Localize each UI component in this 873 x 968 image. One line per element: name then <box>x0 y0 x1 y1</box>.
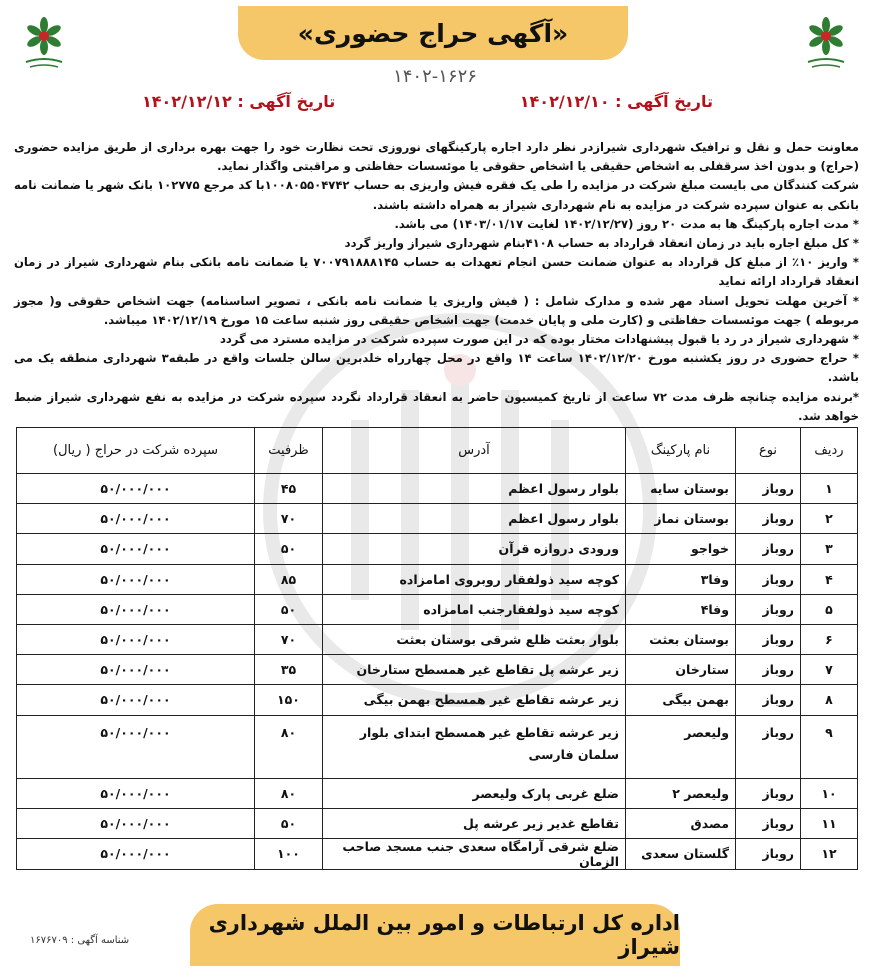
cell-type: روباز <box>736 685 801 715</box>
cell-address: ورودی دروازه قرآن <box>323 534 626 564</box>
body-paragraph-guarantee: * واریز ۱۰٪ از مبلغ کل قرارداد به عنوان ضمانت حسن انجام تعهدات به حساب ۷۰۰۷۹۱۸۸۸۱۴۵ یا ضمانت نامه بانکی بنام شهرداری شیراز در زمان انعقاد قرارداد ارائه نماید <box>14 255 859 289</box>
cell-deposit: ۵۰/۰۰۰/۰۰۰ <box>17 808 255 838</box>
cell-deposit: ۵۰/۰۰۰/۰۰۰ <box>17 655 255 685</box>
cell-capacity: ۸۰ <box>255 778 323 808</box>
cell-type: روباز <box>736 564 801 594</box>
cell-capacity: ۱۰۰ <box>255 838 323 869</box>
table-row <box>17 594 858 624</box>
cell-address: بلوار رسول اعظم <box>323 474 626 504</box>
cell-deposit: ۵۰/۰۰۰/۰۰۰ <box>17 715 255 778</box>
cell-deposit: ۵۰/۰۰۰/۰۰۰ <box>17 564 255 594</box>
cell-parking-name: گلستان سعدی <box>626 838 736 869</box>
cell-parking-name: ستارخان <box>626 655 736 685</box>
header-parking-name: نام پارکینگ <box>626 428 736 474</box>
cell-deposit: ۵۰/۰۰۰/۰۰۰ <box>17 594 255 624</box>
cell-parking-name: وفا۴ <box>626 594 736 624</box>
header-capacity: ظرفیت <box>255 428 323 474</box>
cell-row-number: ۱۱ <box>801 808 858 838</box>
cell-row-number: ۱۲ <box>801 838 858 869</box>
body-paragraph-intro: معاونت حمل و نقل و ترافیک شهرداری شیرازدر نظر دارد اجاره پارکینگهای نوروزی تحت نظارت خود را جهت بهره برداری از طریق مزایده حضوری (حراج) و بدون اخذ سرقفلی به اشخاص حقیقی یا اشخاص حقوقی یا موئسسات حفاظتی و مراقبتی واگذار نماید. <box>14 140 859 174</box>
header-type: نوع <box>736 428 801 474</box>
cell-address: بلوار رسول اعظم <box>323 504 626 534</box>
body-paragraph-deposit: شرکت کنندگان می بایست مبلغ شرکت در مزایده را طی یک فقره فیش واریزی به حساب ۱۰۰۸۰۵۵۰۴۷۴۲با کد مرجع ۱۰۲۷۷۵ بانک شهر یا ضمانت نامه بانکی به عنوان سپرده شرکت در مزایده به نام شهرداری شیراز به همراه داشته باشند. <box>14 178 859 212</box>
cell-address: زیر عرشه تقاطع غیر همسطح بهمن بیگی <box>323 685 626 715</box>
cell-address: کوچه سید ذولفقارجنب امامزاده <box>323 594 626 624</box>
cell-row-number: ۸ <box>801 685 858 715</box>
cell-address: کوچه سید ذولفقار روبروی امامزاده <box>323 564 626 594</box>
cell-capacity: ۷۰ <box>255 504 323 534</box>
table-row <box>17 564 858 594</box>
table-row <box>17 715 858 778</box>
header-row-number: ردیف <box>801 428 858 474</box>
cell-row-number: ۱۰ <box>801 778 858 808</box>
cell-parking-name: خواجو <box>626 534 736 564</box>
cell-row-number: ۴ <box>801 564 858 594</box>
reference-number: ۱۴۰۲-۱۶۲۶ <box>393 66 477 87</box>
body-paragraph-duration: * مدت اجاره پارکینگ ها به مدت ۲۰ روز (۱۴۰۲/۱۲/۲۷ لغایت ۱۴۰۳/۰۱/۱۷) می باشد. <box>394 216 859 231</box>
cell-address: ضلع غربی پارک ولیعصر <box>323 778 626 808</box>
cell-type: روباز <box>736 808 801 838</box>
cell-parking-name: بوستان سایه <box>626 474 736 504</box>
cell-type: روباز <box>736 655 801 685</box>
body-paragraph-forfeit: *برنده مزایده چنانچه ظرف مدت ۷۲ ساعت از تاریخ کمیسیون حاضر به انعقاد قرارداد نگردد سپرده شرکت در مزایده به نفع شهرداری شیراز ضبط خواهد شد. <box>14 389 859 423</box>
ad-date-left: تاریخ آگهی : ۱۴۰۲/۱۲/۱۲ <box>142 92 336 111</box>
cell-capacity: ۸۵ <box>255 564 323 594</box>
cell-type: روباز <box>736 778 801 808</box>
cell-parking-name: بوستان نماز <box>626 504 736 534</box>
cell-row-number: ۶ <box>801 624 858 654</box>
cell-parking-name: ولیعصر ۲ <box>626 778 736 808</box>
cell-capacity: ۸۰ <box>255 715 323 778</box>
cell-address: بلوار بعثت ظلع شرقی بوستان بعثت <box>323 624 626 654</box>
cell-deposit: ۵۰/۰۰۰/۰۰۰ <box>17 474 255 504</box>
table-row <box>17 624 858 654</box>
shiraz-municipality-logo-icon <box>18 16 70 72</box>
cell-row-number: ۳ <box>801 534 858 564</box>
header-deposit: سپرده شرکت در حراج ( ریال) <box>17 428 255 474</box>
cell-parking-name: بوستان بعثت <box>626 624 736 654</box>
table-row <box>17 655 858 685</box>
table-row <box>17 685 858 715</box>
footer-title: اداره کل ارتباطات و امور بین الملل شهرداری شیراز <box>190 904 680 966</box>
header-address: آدرس <box>323 428 626 474</box>
cell-parking-name: مصدق <box>626 808 736 838</box>
body-paragraph-payment: * کل مبلغ اجاره باید در زمان انعقاد قرارداد به حساب ۴۱۰۸بنام شهرداری شیراز واریز گردد <box>344 236 859 251</box>
cell-parking-name: وفا۳ <box>626 564 736 594</box>
cell-capacity: ۷۰ <box>255 624 323 654</box>
ad-title: «آگهی حراج حضوری» <box>238 6 628 60</box>
cell-type: روباز <box>736 534 801 564</box>
cell-row-number: ۲ <box>801 504 858 534</box>
cell-address: زیر عرشه پل تقاطع غیر همسطح ستارخان <box>323 655 626 685</box>
cell-type: روباز <box>736 474 801 504</box>
cell-type: روباز <box>736 838 801 869</box>
cell-deposit: ۵۰/۰۰۰/۰۰۰ <box>17 838 255 869</box>
cell-row-number: ۱ <box>801 474 858 504</box>
cell-deposit: ۵۰/۰۰۰/۰۰۰ <box>17 685 255 715</box>
table-row <box>17 474 858 504</box>
table-row <box>17 534 858 564</box>
shiraz-municipality-logo-icon <box>800 16 852 72</box>
cell-parking-name: ولیعصر <box>626 715 736 778</box>
table-header-row <box>17 428 858 474</box>
cell-row-number: ۹ <box>801 715 858 778</box>
cell-address: ضلع شرقی آرامگاه سعدی جنب مسجد صاحب الزمان <box>323 838 626 869</box>
cell-deposit: ۵۰/۰۰۰/۰۰۰ <box>17 504 255 534</box>
cell-type: روباز <box>736 624 801 654</box>
cell-deposit: ۵۰/۰۰۰/۰۰۰ <box>17 778 255 808</box>
table-row <box>17 808 858 838</box>
table-row <box>17 778 858 808</box>
ad-date-right: تاریخ آگهی : ۱۴۰۲/۱۲/۱۰ <box>519 92 713 111</box>
table-row <box>17 504 858 534</box>
body-paragraph-rights: * شهرداری شیراز در رد یا قبول پیشنهادات مختار بوده که در این صورت سپرده شرکت در مزایده مسترد می گردد <box>219 332 859 347</box>
cell-parking-name: بهمن بیگی <box>626 685 736 715</box>
cell-address: تقاطع غدیر زیر عرشه پل <box>323 808 626 838</box>
body-paragraph-deadline: * آخرین مهلت تحویل اسناد مهر شده و مدارک شامل : ( فیش واریزی یا ضمانت نامه بانکی ، تصویر اساسنامه) جهت اشخاص حقوقی و( مجوز مربوطه ) جهت موئسسات حفاظتی و (کارت ملی و پایان خدمت) جهت اشخاص حقیقی روز شنبه ساعت ۱۵ مورخ ۱۴۰۲/۱۲/۱۹ میباشد. <box>14 293 859 327</box>
cell-address: زیر عرشه تقاطع غیر همسطح ابتدای بلوار سلمان فارسی <box>323 715 626 778</box>
cell-row-number: ۷ <box>801 655 858 685</box>
cell-capacity: ۵۰ <box>255 808 323 838</box>
parking-table <box>16 427 858 870</box>
cell-capacity: ۳۵ <box>255 655 323 685</box>
cell-capacity: ۴۵ <box>255 474 323 504</box>
cell-row-number: ۵ <box>801 594 858 624</box>
cell-type: روباز <box>736 715 801 778</box>
cell-capacity: ۱۵۰ <box>255 685 323 715</box>
cell-deposit: ۵۰/۰۰۰/۰۰۰ <box>17 534 255 564</box>
ad-body <box>14 138 859 426</box>
cell-deposit: ۵۰/۰۰۰/۰۰۰ <box>17 624 255 654</box>
ad-identifier: شناسه آگهی : ۱۶۷۶۷۰۹ <box>30 935 130 946</box>
cell-capacity: ۵۰ <box>255 594 323 624</box>
cell-capacity: ۵۰ <box>255 534 323 564</box>
cell-type: روباز <box>736 594 801 624</box>
body-paragraph-auction-time: * حراج حضوری در روز یکشنبه مورخ ۱۴۰۲/۱۲/۲۰ ساعت ۱۴ واقع در محل چهارراه خلدبرین سالن جلسات واقع در طبقه۳ شهرداری منطقه یک می باشد. <box>14 351 859 385</box>
table-row <box>17 838 858 869</box>
cell-type: روباز <box>736 504 801 534</box>
